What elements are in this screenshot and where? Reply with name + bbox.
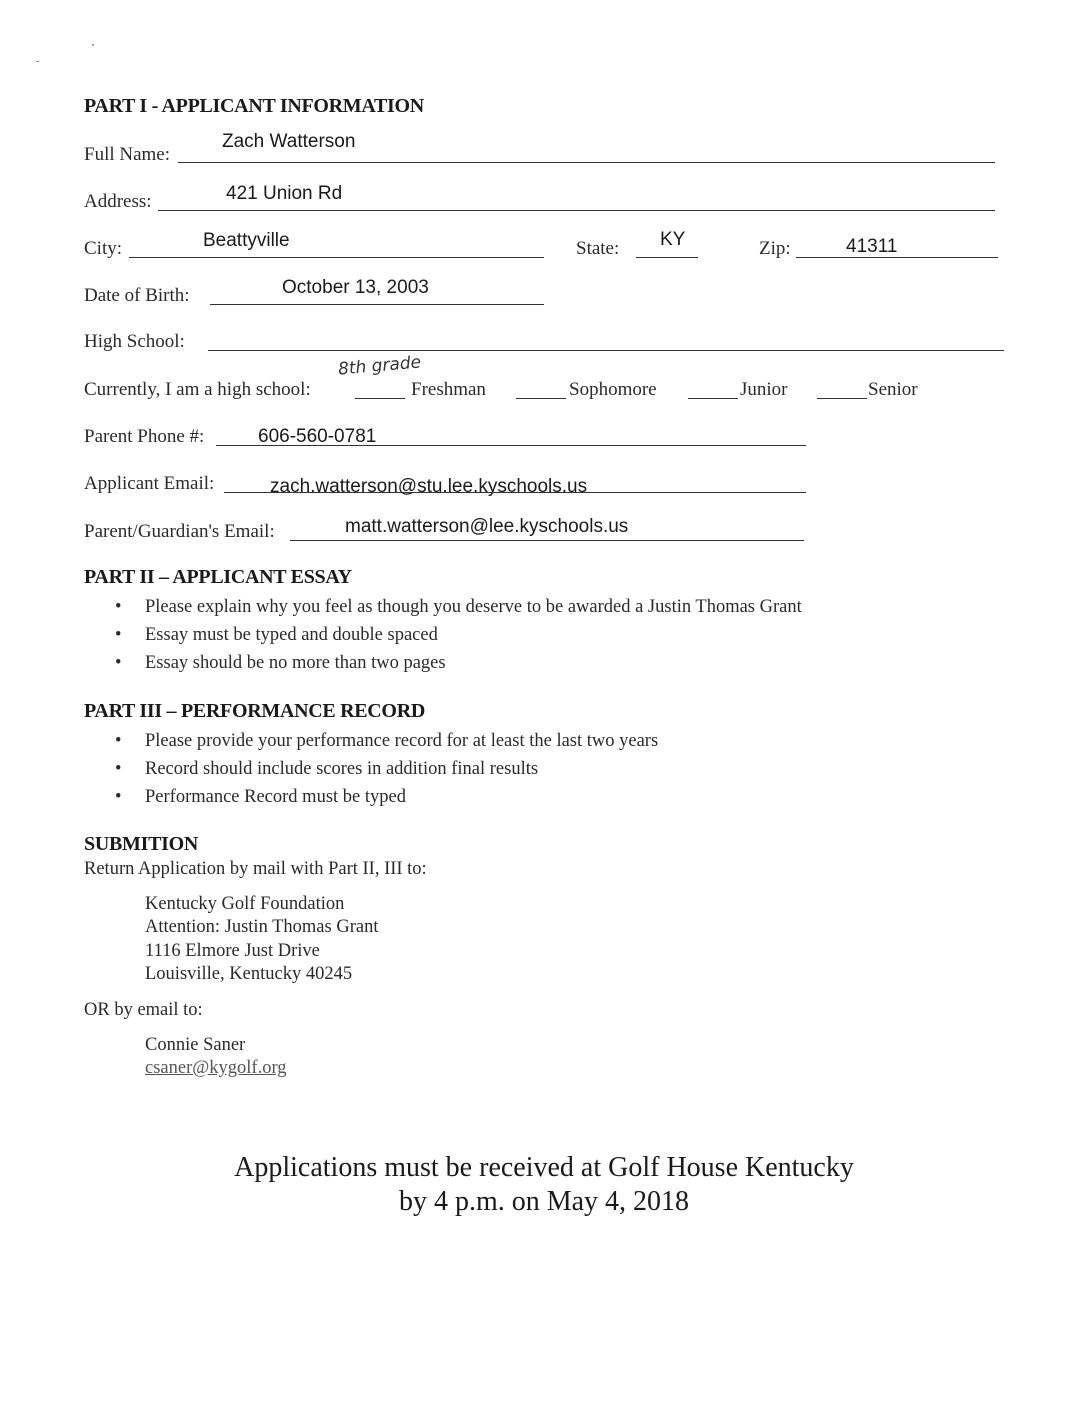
state-value[interactable]: KY [660, 229, 686, 250]
part2-bullet: • Essay should be no more than two pages [115, 653, 446, 673]
part3-bullet: • Record should include scores in addition final results [115, 759, 539, 779]
junior-blank[interactable] [688, 398, 738, 399]
part2-heading: PART II – APPLICANT ESSAY [84, 566, 352, 588]
parent-email-line [290, 540, 804, 541]
scan-speck [36, 61, 39, 62]
mail-address-line: Attention: Justin Thomas Grant [145, 917, 379, 937]
city-label: City: [84, 238, 123, 259]
zip-line [796, 257, 998, 258]
deadline-line-2: by 4 p.m. on May 4, 2018 [398, 1186, 690, 1217]
contact-name: Connie Saner [145, 1035, 246, 1055]
state-line [636, 257, 698, 258]
part2-bullet: • Please explain why you feel as though you deserve to be awarded a Justin Thomas Grant [115, 597, 802, 617]
city-value[interactable]: Beattyville [203, 230, 290, 251]
zip-label: Zip: [759, 238, 791, 259]
high-school-line [208, 350, 1004, 351]
part3-bullet: • Please provide your performance record for at least the last two years [115, 731, 659, 751]
currently-label: Currently, I am a high school: [84, 379, 311, 400]
mail-address-line: Kentucky Golf Foundation [145, 894, 345, 914]
address-line [158, 210, 995, 211]
grade-sophomore: Sophomore [569, 379, 657, 400]
applicant-email-value[interactable]: zach.watterson@stu.lee.kyschools.us [270, 476, 588, 497]
grade-freshman: Freshman [411, 379, 486, 400]
full-name-label: Full Name: [84, 144, 171, 165]
parent-email-label: Parent/Guardian's Email: [84, 521, 275, 542]
address-value[interactable]: 421 Union Rd [226, 183, 343, 204]
senior-blank[interactable] [817, 398, 867, 399]
part3-heading: PART III – PERFORMANCE RECORD [84, 700, 425, 722]
full-name-line [178, 162, 995, 163]
parent-email-value[interactable]: matt.watterson@lee.kyschools.us [345, 516, 629, 537]
dob-label: Date of Birth: [84, 285, 190, 306]
contact-email-link[interactable]: csaner@kygolf.org [145, 1058, 287, 1078]
address-label: Address: [84, 191, 152, 212]
scan-speck [92, 44, 94, 46]
mail-address-line: Louisville, Kentucky 40245 [145, 964, 353, 984]
dob-value[interactable]: October 13, 2003 [282, 277, 429, 298]
mail-address-line: 1116 Elmore Just Drive [145, 941, 320, 961]
parent-phone-value[interactable]: 606-560-0781 [258, 426, 377, 447]
handwritten-8th-grade: 8th grade [337, 352, 422, 380]
freshman-blank[interactable] [355, 398, 405, 399]
high-school-label: High School: [84, 331, 185, 352]
zip-value[interactable]: 41311 [846, 236, 898, 257]
or-email-text: OR by email to: [84, 1000, 203, 1020]
submission-heading: SUBMITION [84, 833, 198, 855]
submission-intro: Return Application by mail with Part II, III to: [84, 859, 427, 879]
parent-phone-label: Parent Phone #: [84, 426, 205, 447]
applicant-email-label: Applicant Email: [84, 473, 215, 494]
sophomore-blank[interactable] [516, 398, 566, 399]
deadline-line-1: Applications must be received at Golf House Kentucky [234, 1152, 854, 1183]
part2-bullet: • Essay must be typed and double spaced [115, 625, 438, 645]
state-label: State: [576, 238, 620, 259]
applicant-email-line [224, 492, 806, 493]
part1-heading: PART I - APPLICANT INFORMATION [84, 95, 424, 117]
grade-senior: Senior [868, 379, 918, 400]
full-name-value[interactable]: Zach Watterson [222, 131, 356, 152]
parent-phone-line [216, 445, 806, 446]
dob-line [210, 304, 544, 305]
grade-junior: Junior [740, 379, 788, 400]
part3-bullet: • Performance Record must be typed [115, 787, 406, 807]
city-line [129, 257, 544, 258]
